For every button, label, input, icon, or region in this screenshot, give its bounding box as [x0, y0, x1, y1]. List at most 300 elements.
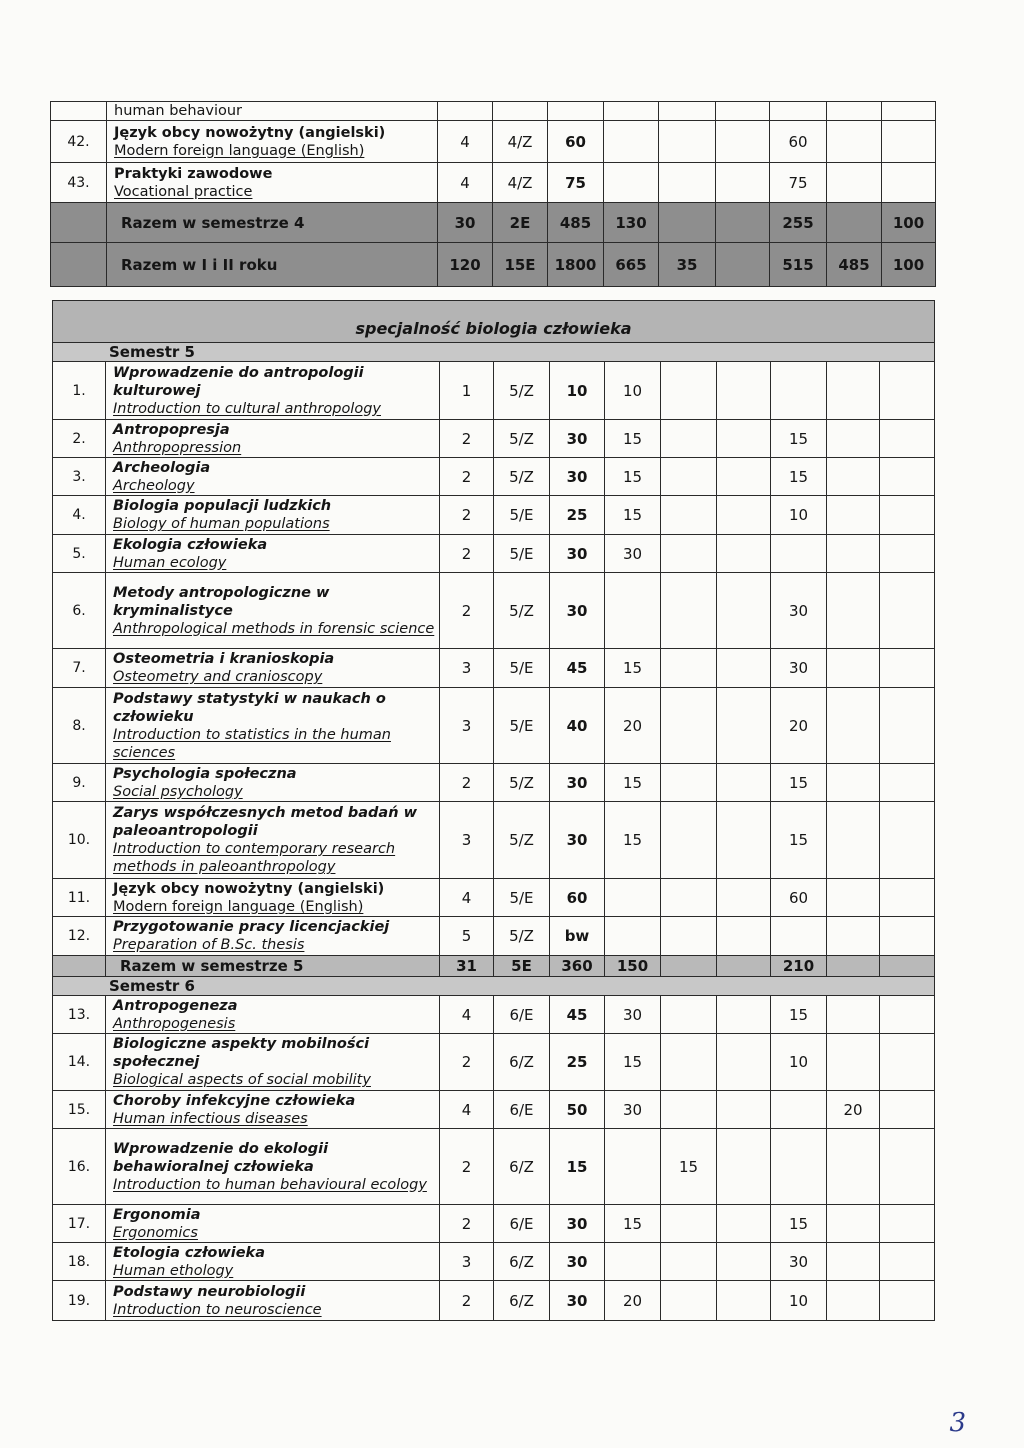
cell-w: 30	[605, 996, 661, 1034]
table-row	[53, 496, 935, 535]
cell-cw	[771, 362, 827, 420]
cell-l	[717, 1091, 771, 1129]
cell-k	[827, 688, 880, 764]
subject-name	[107, 163, 438, 203]
table-row	[53, 802, 935, 879]
subject-name-en: Anthropogenesis	[113, 1015, 236, 1032]
subject-name-en: Introduction to cultural anthropology	[113, 400, 381, 417]
page-number: 3	[949, 1408, 966, 1438]
cell-x	[880, 535, 935, 573]
cell-k	[827, 535, 880, 573]
cell-l	[716, 163, 770, 203]
cell-ects: 2	[440, 764, 494, 802]
cell-cw: 15	[771, 764, 827, 802]
summary-ects: 31	[440, 956, 494, 977]
cell-c	[661, 420, 717, 458]
table-row	[53, 458, 935, 496]
summary-k: 485	[827, 243, 882, 287]
summary-w: 150	[605, 956, 661, 977]
semester-5-header-row	[53, 343, 935, 362]
subject-name-pl: Praktyki zawodowe	[114, 165, 273, 182]
subject-name	[107, 121, 438, 163]
cell-w: 15	[605, 802, 661, 879]
row-number: 43.	[51, 163, 107, 203]
summary-k	[827, 956, 880, 977]
subject-name	[106, 1091, 440, 1129]
cell-l	[717, 496, 771, 535]
summary-sem: 5E	[494, 956, 550, 977]
summary-row	[51, 243, 936, 287]
cell-sem: 6/Z	[494, 1243, 550, 1281]
cell-k	[827, 496, 880, 535]
row-number	[51, 102, 107, 121]
summary-x: 100	[882, 203, 936, 243]
cell-c	[661, 649, 717, 688]
row-number: 3.	[53, 458, 106, 496]
cell-k	[827, 649, 880, 688]
subject-name-en: Biological aspects of social mobility	[113, 1072, 371, 1088]
cell-l	[717, 458, 771, 496]
cell-w: 15	[605, 496, 661, 535]
subject-name-pl: Psychologia społeczna	[113, 765, 297, 782]
summary-label: Razem w I i II roku	[107, 243, 438, 287]
semester-5-header: Semestr 5	[53, 343, 935, 362]
cell-total: 15	[550, 1129, 605, 1205]
empty-cell	[438, 102, 493, 121]
summary-k	[827, 203, 882, 243]
cell-sem: 6/E	[494, 996, 550, 1034]
table-row	[53, 1281, 935, 1321]
cell-x	[880, 996, 935, 1034]
row-number: 18.	[53, 1243, 106, 1281]
subject-name-pl: Zarys współczesnych metod badań w paleoantropologii	[113, 805, 417, 839]
table-row-partial	[51, 102, 936, 121]
subject-name-pl: Wprowadzenie do antropologii kulturowej	[113, 364, 364, 399]
subject-name	[106, 1034, 440, 1091]
summary-spacer	[51, 203, 107, 243]
cell-l	[717, 764, 771, 802]
cell-x	[880, 1091, 935, 1129]
cell-total: 30	[550, 573, 605, 649]
subject-name-pl: Metody antropologiczne w kryminalistyce	[113, 584, 330, 619]
subject-name-en: Preparation of B.Sc. thesis	[113, 937, 305, 953]
subject-name-pl: Etologia człowieka	[113, 1244, 265, 1261]
cell-sem: 5/E	[494, 688, 550, 764]
cell-w: 15	[605, 1205, 661, 1243]
table-row	[53, 917, 935, 956]
cell-k	[827, 1034, 880, 1091]
subject-name-en: Vocational practice	[114, 183, 253, 200]
subject-name-pl: Osteometria i kranioskopia	[113, 651, 335, 667]
cell-cw: 60	[771, 879, 827, 917]
cell-k	[827, 917, 880, 956]
cell-k	[827, 420, 880, 458]
row-number: 7.	[53, 649, 106, 688]
row-number: 12.	[53, 917, 106, 956]
cell-x	[880, 573, 935, 649]
table-row	[53, 535, 935, 573]
table-row	[51, 121, 936, 163]
cell-x	[880, 688, 935, 764]
row-number: 8.	[53, 688, 106, 764]
subject-name-pl: Biologia populacji ludzkich	[113, 498, 332, 514]
cell-sem: 5/E	[494, 496, 550, 535]
cell-k	[827, 996, 880, 1034]
table-row	[53, 1205, 935, 1243]
empty-cell	[882, 102, 936, 121]
cell-total: 25	[550, 1034, 605, 1091]
cell-w	[604, 163, 659, 203]
subject-name	[106, 1205, 440, 1243]
cell-c	[661, 1205, 717, 1243]
cell-l	[716, 121, 770, 163]
summary-spacer	[51, 243, 107, 287]
cell-x	[880, 362, 935, 420]
cell-sem: 5/Z	[494, 420, 550, 458]
subject-name-en: Anthropological methods in forensic science	[113, 620, 435, 637]
table-row	[51, 163, 936, 203]
cell-ects: 3	[440, 688, 494, 764]
row-number: 1.	[53, 362, 106, 420]
cell-c	[659, 163, 716, 203]
summary-label: Razem w semestrze 4	[107, 203, 438, 243]
subject-name-en: Social psychology	[113, 783, 243, 800]
cell-total: 60	[550, 879, 605, 917]
row-number: 10.	[53, 802, 106, 879]
subject-name-pl: Język obcy nowożytny (angielski)	[113, 880, 385, 897]
cell-x	[880, 649, 935, 688]
cell-cw: 30	[771, 573, 827, 649]
cell-w: 15	[605, 458, 661, 496]
empty-cell	[604, 102, 659, 121]
cell-c	[661, 917, 717, 956]
cell-ects: 2	[440, 496, 494, 535]
subject-name-pl: Ergonomia	[113, 1206, 201, 1223]
subject-name-en: Introduction to neuroscience	[113, 1301, 322, 1318]
cell-x	[880, 496, 935, 535]
cell-k	[827, 1129, 880, 1205]
cell-l	[717, 362, 771, 420]
subject-name-pl: Choroby infekcyjne człowieka	[113, 1092, 356, 1109]
empty-cell	[827, 102, 882, 121]
cell-k	[827, 573, 880, 649]
table-row	[53, 996, 935, 1034]
cell-cw: 15	[771, 1205, 827, 1243]
cell-sem: 5/Z	[494, 917, 550, 956]
summary-x: 100	[882, 243, 936, 287]
cell-c	[661, 1281, 717, 1321]
empty-cell	[770, 102, 827, 121]
table-row	[53, 1243, 935, 1281]
cell-sem: 5/Z	[494, 802, 550, 879]
cell-cw	[771, 1129, 827, 1205]
cell-c: 15	[661, 1129, 717, 1205]
cell-l	[717, 1034, 771, 1091]
subject-name	[106, 764, 440, 802]
cell-ects: 3	[440, 1243, 494, 1281]
cell-total: 40	[550, 688, 605, 764]
table-row	[53, 649, 935, 688]
summary-total: 360	[550, 956, 605, 977]
table-row	[53, 1034, 935, 1091]
subject-name	[106, 362, 440, 420]
row-number: 9.	[53, 764, 106, 802]
table-row	[53, 573, 935, 649]
cell-sem: 5/Z	[494, 458, 550, 496]
cell-ects: 3	[440, 649, 494, 688]
cell-w	[605, 1129, 661, 1205]
cell-k	[827, 1243, 880, 1281]
cell-l	[717, 996, 771, 1034]
row-number: 15.	[53, 1091, 106, 1129]
cell-c	[661, 362, 717, 420]
row-number: 42.	[51, 121, 107, 163]
cell-x	[880, 802, 935, 879]
summary-row	[53, 956, 935, 977]
cell-l	[717, 1243, 771, 1281]
subject-name-en: Introduction to statistics in the human sciences	[113, 726, 391, 761]
cell-total: 30	[550, 1205, 605, 1243]
empty-cell	[659, 102, 716, 121]
summary-cw: 210	[771, 956, 827, 977]
subject-name	[106, 1129, 440, 1205]
subject-name-en: Archeology	[113, 477, 195, 494]
cell-sem: 4/Z	[493, 163, 548, 203]
cell-total: 45	[550, 996, 605, 1034]
main-table	[52, 300, 935, 1321]
row-number: 16.	[53, 1129, 106, 1205]
cell-sem: 5/Z	[494, 362, 550, 420]
subject-name-pl: Ekologia człowieka	[113, 536, 268, 553]
subject-name	[106, 496, 440, 535]
subject-name-en: Human ethology	[113, 1262, 234, 1279]
cell-w: 15	[605, 764, 661, 802]
cell-x	[882, 163, 936, 203]
cell-c	[661, 764, 717, 802]
cell-x	[880, 1034, 935, 1091]
cell-l	[717, 420, 771, 458]
cell-total: 30	[550, 458, 605, 496]
summary-cw: 515	[770, 243, 827, 287]
cell-ects: 4	[440, 996, 494, 1034]
cell-c	[661, 458, 717, 496]
row-number: 11.	[53, 879, 106, 917]
cell-w: 15	[605, 420, 661, 458]
summary-sem: 15E	[493, 243, 548, 287]
cell-cw	[771, 535, 827, 573]
cell-ects: 2	[440, 1034, 494, 1091]
cell-total: 30	[550, 1243, 605, 1281]
subject-name-en: Modern foreign language (English)	[114, 142, 365, 159]
cell-c	[661, 573, 717, 649]
cell-k	[827, 802, 880, 879]
cell-w: 15	[605, 1034, 661, 1091]
cell-x	[880, 1205, 935, 1243]
cell-w	[605, 1243, 661, 1281]
row-number: 14.	[53, 1034, 106, 1091]
cell-x	[880, 1281, 935, 1321]
cell-total: 30	[550, 802, 605, 879]
subject-name-pl: Język obcy nowożytny (angielski)	[114, 124, 386, 141]
cell-k	[827, 458, 880, 496]
cell-l	[717, 1129, 771, 1205]
cell-l	[717, 688, 771, 764]
row-number: 17.	[53, 1205, 106, 1243]
cell-total: 30	[550, 535, 605, 573]
row-number: 4.	[53, 496, 106, 535]
subject-name	[106, 917, 440, 956]
cell-sem: 6/Z	[494, 1129, 550, 1205]
cell-c	[661, 996, 717, 1034]
cell-ects: 2	[440, 1205, 494, 1243]
cell-c	[661, 496, 717, 535]
cell-cw: 30	[771, 1243, 827, 1281]
table-row	[53, 362, 935, 420]
cell-sem: 5/E	[494, 649, 550, 688]
empty-cell	[548, 102, 604, 121]
summary-c: 35	[659, 243, 716, 287]
cell-sem: 5/Z	[494, 764, 550, 802]
cell-total: 30	[550, 764, 605, 802]
cell-sem: 5/E	[494, 535, 550, 573]
cell-c	[661, 879, 717, 917]
cell-x	[880, 879, 935, 917]
summary-c	[661, 956, 717, 977]
cell-cw: 15	[771, 458, 827, 496]
cell-cw: 60	[770, 121, 827, 163]
subject-name-pl: Biologiczne aspekty mobilności społecznej	[113, 1036, 370, 1070]
cell-sem: 6/E	[494, 1205, 550, 1243]
summary-spacer	[53, 956, 106, 977]
summary-w: 665	[604, 243, 659, 287]
cell-cw: 30	[771, 649, 827, 688]
cell-k	[827, 879, 880, 917]
cell-w: 20	[605, 1281, 661, 1321]
cell-w: 30	[605, 1091, 661, 1129]
cell-l	[717, 1281, 771, 1321]
cell-w	[605, 917, 661, 956]
subject-name	[106, 1281, 440, 1321]
subject-name-en: Introduction to human behavioural ecology	[113, 1176, 427, 1193]
subject-name-pl: Podstawy neurobiologii	[113, 1283, 306, 1300]
cell-cw	[771, 1091, 827, 1129]
cell-l	[717, 802, 771, 879]
semester-6-header-row	[53, 977, 935, 996]
cell-ects: 4	[438, 163, 493, 203]
summary-total: 1800	[548, 243, 604, 287]
subject-name-en: Osteometry and cranioscopy	[113, 669, 323, 685]
table-row	[53, 688, 935, 764]
summary-cw: 255	[770, 203, 827, 243]
cell-ects: 5	[440, 917, 494, 956]
semester-6-header: Semestr 6	[53, 977, 935, 996]
subject-name	[106, 649, 440, 688]
cell-k	[827, 362, 880, 420]
cell-x	[880, 917, 935, 956]
row-number: 6.	[53, 573, 106, 649]
table-row	[53, 764, 935, 802]
subject-name-en: Ergonomics	[113, 1224, 198, 1241]
cell-total: 30	[550, 420, 605, 458]
cell-cw: 10	[771, 1034, 827, 1091]
cell-total: 60	[548, 121, 604, 163]
cell-ects: 4	[440, 879, 494, 917]
cell-k	[827, 764, 880, 802]
subject-name-en: Modern foreign language (English)	[113, 898, 364, 915]
cell-ects: 1	[440, 362, 494, 420]
cell-c	[661, 535, 717, 573]
cell-k	[827, 1205, 880, 1243]
top-table	[50, 101, 936, 287]
cell-cw: 15	[771, 996, 827, 1034]
row-number: 2.	[53, 420, 106, 458]
subject-name-pl: Przygotowanie pracy licencjackiej	[113, 919, 390, 935]
subject-name-pl: Wprowadzenie do ekologii behawioralnej człowieka	[113, 1140, 329, 1175]
summary-w: 130	[604, 203, 659, 243]
subject-name	[106, 535, 440, 573]
subject-name-en: Anthropopression	[113, 439, 242, 456]
cell-w: 15	[605, 649, 661, 688]
summary-c	[659, 203, 716, 243]
table-row	[53, 1129, 935, 1205]
cell-ects: 2	[440, 420, 494, 458]
cell-l	[717, 1205, 771, 1243]
cell-sem: 4/Z	[493, 121, 548, 163]
cell-x	[882, 121, 936, 163]
cell-cw: 10	[771, 1281, 827, 1321]
cell-w	[604, 121, 659, 163]
cell-cw	[771, 917, 827, 956]
cell-c	[659, 121, 716, 163]
cell-cw: 15	[771, 802, 827, 879]
cell-ects: 4	[438, 121, 493, 163]
cell-w: 20	[605, 688, 661, 764]
cell-ects: 3	[440, 802, 494, 879]
cell-k	[827, 163, 882, 203]
subject-name-en: Biology of human populations	[113, 516, 330, 532]
cell-x	[880, 1243, 935, 1281]
empty-cell	[716, 102, 770, 121]
cell-total: bw	[550, 917, 605, 956]
cell-x	[880, 458, 935, 496]
subject-name-en: Human ecology	[113, 554, 227, 571]
cell-k	[827, 121, 882, 163]
subject-name-en: human behaviour	[107, 102, 438, 121]
cell-x	[880, 1129, 935, 1205]
cell-ects: 2	[440, 573, 494, 649]
cell-sem: 5/Z	[494, 573, 550, 649]
subject-name	[106, 458, 440, 496]
cell-cw: 75	[770, 163, 827, 203]
empty-cell	[493, 102, 548, 121]
subject-name	[106, 996, 440, 1034]
cell-total: 45	[550, 649, 605, 688]
cell-k: 20	[827, 1091, 880, 1129]
cell-x	[880, 420, 935, 458]
cell-ects: 2	[440, 1281, 494, 1321]
summary-l	[716, 203, 770, 243]
cell-w: 30	[605, 535, 661, 573]
specialty-header-row	[53, 301, 935, 343]
subject-name	[106, 879, 440, 917]
subject-name-pl: Antropogeneza	[113, 997, 238, 1014]
cell-sem: 6/E	[494, 1091, 550, 1129]
cell-cw: 15	[771, 420, 827, 458]
summary-l	[716, 243, 770, 287]
cell-c	[661, 1034, 717, 1091]
cell-l	[717, 879, 771, 917]
cell-cw: 20	[771, 688, 827, 764]
